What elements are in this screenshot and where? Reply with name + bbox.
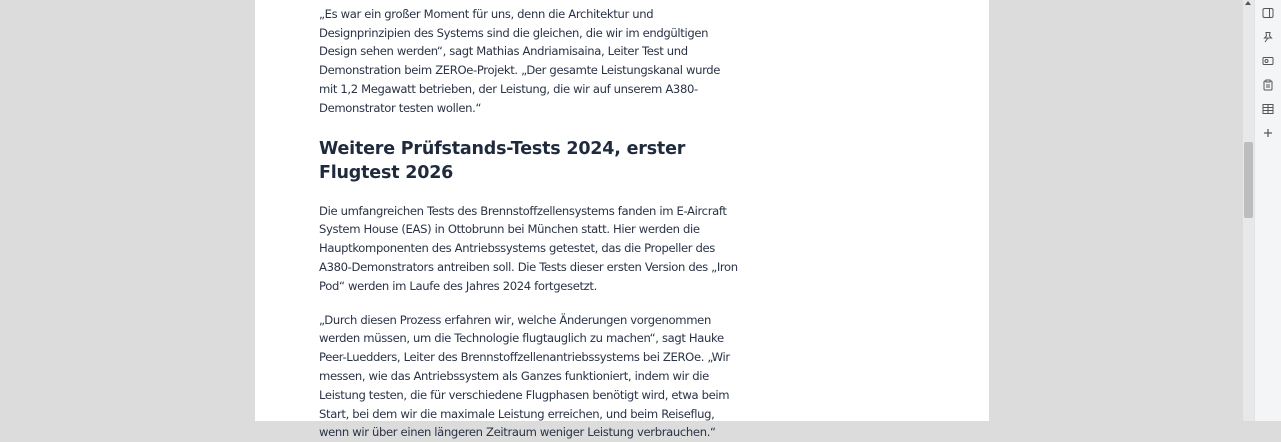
article-paragraph-quote-2: „Durch diesen Prozess erfahren wir, welche Änderungen vorgenommen werden müssen, um die Technologie flugtauglich zu machen“, sagt Hauke Peer-Luedders, Leiter des Brennstoffzellenantriebssystems bei ZEROe. „Wir messen, wie das Antriebssystem als Ganzes funktioniert, indem wir die Leistung testen, die für verschiedene Flugphasen benötigt wird, etwa beim Start, bei dem wir die maximale Leistung erreichen, und beim Reiseflug, wenn wir über einen längeren Zeitraum weniger Leistung verbrauchen.“ xyxy=(319,312,730,440)
clipboard-icon[interactable] xyxy=(1261,78,1275,92)
article-page xyxy=(255,0,989,440)
add-icon[interactable] xyxy=(1261,126,1275,140)
article-paragraph-tests: Die umfangreichen Tests des Brennstoffzellensystems fanden im E-Aircraft System House (EAS) in Ottobrunn bei München statt. Hier werden die Hauptkomponenten des Antriebssystems getestet, das die Propeller des A380-Demonstrators antreiben soll. Die Tests dieser ersten Version des „Iron Pod“ werden im Laufe des Jahres 2024 fortgesetzt. xyxy=(319,203,738,293)
scrollbar-thumb[interactable] xyxy=(1244,142,1253,218)
sidebar-panel-icon[interactable] xyxy=(1261,6,1275,20)
vertical-scrollbar[interactable] xyxy=(1243,0,1254,421)
article-paragraph-quote-1: „Es war ein großer Moment für uns, denn die Architektur und Designprinzipien des Systems sind die gleichen, die wir im endgültigen Design sehen werden“, sagt Mathias Andriamisaina, Leiter Test und Demonstration beim ZEROe-Projekt. „Der gesamte Leistungskanal wurde mit 1,2 Megawatt betrieben, der Leistung, die wir auf unserem A380-Demonstrator testen wollen.“ xyxy=(319,6,721,115)
scroll-up-arrow-icon[interactable] xyxy=(1245,1,1251,5)
side-toolbar xyxy=(1254,0,1281,421)
article-content xyxy=(319,0,739,442)
article-section-heading: Weitere Prüfstands-Tests 2024, erster Flugtest 2026 xyxy=(319,138,686,183)
pin-icon[interactable] xyxy=(1261,30,1275,44)
article-cut-line xyxy=(319,0,739,3)
outlook-icon[interactable] xyxy=(1261,54,1275,68)
table-icon[interactable] xyxy=(1261,102,1275,116)
